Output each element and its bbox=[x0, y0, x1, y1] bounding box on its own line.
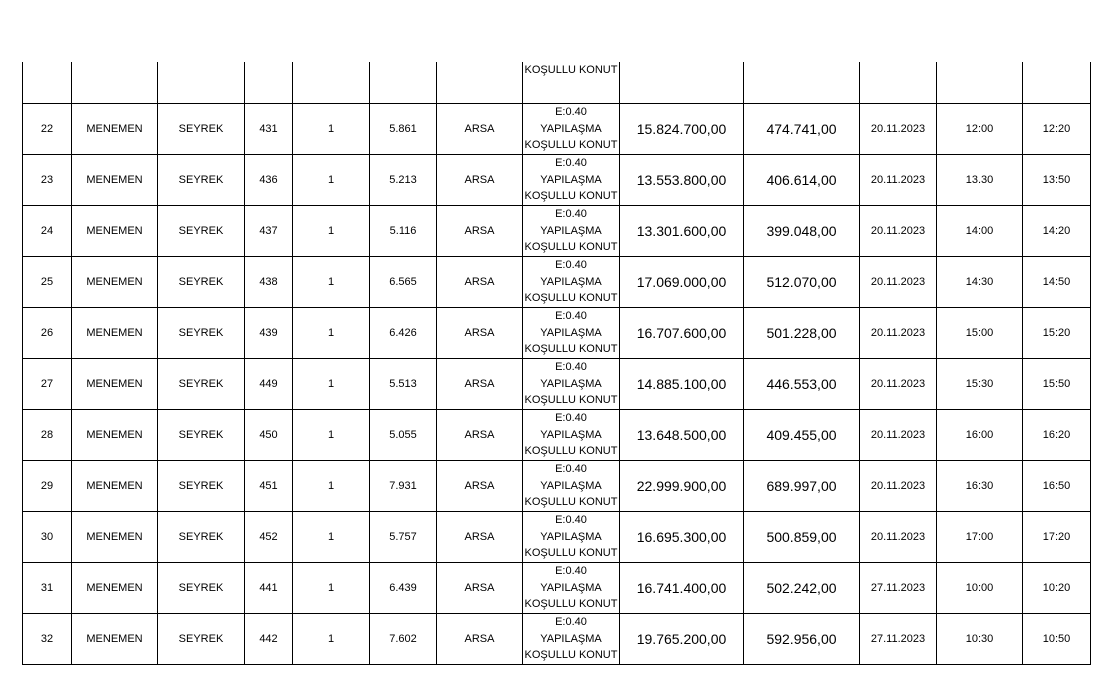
cell-imar bbox=[523, 155, 620, 206]
cell-tarih: 20.11.2023 bbox=[860, 512, 937, 563]
imar-line: YAPILAŞMA bbox=[540, 326, 602, 339]
cell-no: 26 bbox=[23, 308, 72, 359]
cell-tarih: 20.11.2023 bbox=[860, 410, 937, 461]
cell-saat1 bbox=[937, 62, 1023, 104]
cell-no: 24 bbox=[23, 206, 72, 257]
cell-no: 27 bbox=[23, 359, 72, 410]
imar-line: KOŞULLU KONUT bbox=[524, 190, 618, 203]
cell-ilce: MENEMEN bbox=[72, 512, 158, 563]
cell-nitelik: ARSA bbox=[437, 359, 523, 410]
cell-yuzolcum: 5.055 bbox=[370, 410, 437, 461]
imar-line: YAPILAŞMA bbox=[540, 530, 602, 543]
imar-line: KOŞULLU KONUT bbox=[524, 241, 618, 254]
cell-no: 32 bbox=[23, 614, 72, 665]
cell-tarih bbox=[860, 62, 937, 104]
table-row bbox=[23, 563, 1091, 614]
cell-saat1: 10:30 bbox=[937, 614, 1023, 665]
cell-imar bbox=[523, 512, 620, 563]
cell-mahalle: SEYREK bbox=[158, 563, 245, 614]
cell-saat1: 14:30 bbox=[937, 257, 1023, 308]
cell-teminat: 689.997,00 bbox=[744, 461, 860, 512]
cell-saat1: 14:00 bbox=[937, 206, 1023, 257]
imar-line: E:0.40 bbox=[555, 514, 587, 527]
cell-bedel: 19.765.200,00 bbox=[620, 614, 744, 665]
imar-line: KOŞULLU KONUT bbox=[524, 598, 618, 611]
cell-bedel: 13.648.500,00 bbox=[620, 410, 744, 461]
imar-line: YAPILAŞMA bbox=[540, 428, 602, 441]
cell-yuzolcum: 5.513 bbox=[370, 359, 437, 410]
imar-line: E:0.40 bbox=[555, 310, 587, 323]
cell-parsel: 1 bbox=[293, 410, 370, 461]
imar-line: KOŞULLU KONUT bbox=[524, 547, 618, 560]
cell-saat2: 16:20 bbox=[1023, 410, 1091, 461]
cell-mahalle: SEYREK bbox=[158, 359, 245, 410]
parcel-auction-table bbox=[22, 62, 1091, 665]
cell-mahalle: SEYREK bbox=[158, 257, 245, 308]
cell-ada: 451 bbox=[245, 461, 293, 512]
cell-yuzolcum: 7.602 bbox=[370, 614, 437, 665]
imar-line: YAPILAŞMA bbox=[540, 224, 602, 237]
cell-yuzolcum: 5.116 bbox=[370, 206, 437, 257]
cell-imar bbox=[523, 206, 620, 257]
cell-parsel bbox=[293, 62, 370, 104]
cell-teminat: 512.070,00 bbox=[744, 257, 860, 308]
cell-bedel: 13.553.800,00 bbox=[620, 155, 744, 206]
cell-nitelik: ARSA bbox=[437, 104, 523, 155]
cell-imar bbox=[523, 461, 620, 512]
cell-bedel: 16.741.400,00 bbox=[620, 563, 744, 614]
cell-saat1: 15:00 bbox=[937, 308, 1023, 359]
cell-no: 25 bbox=[23, 257, 72, 308]
cell-parsel: 1 bbox=[293, 104, 370, 155]
cell-saat2: 16:50 bbox=[1023, 461, 1091, 512]
cell-parsel: 1 bbox=[293, 308, 370, 359]
cell-tarih: 20.11.2023 bbox=[860, 104, 937, 155]
imar-line: E:0.40 bbox=[555, 106, 587, 119]
imar-line: E:0.40 bbox=[555, 157, 587, 170]
cell-parsel: 1 bbox=[293, 155, 370, 206]
cell-bedel: 17.069.000,00 bbox=[620, 257, 744, 308]
imar-line: KOŞULLU KONUT bbox=[524, 649, 618, 662]
cell-parsel: 1 bbox=[293, 461, 370, 512]
cell-parsel: 1 bbox=[293, 257, 370, 308]
cell-tarih: 20.11.2023 bbox=[860, 155, 937, 206]
cell-teminat: 500.859,00 bbox=[744, 512, 860, 563]
cell-saat2: 14:20 bbox=[1023, 206, 1091, 257]
imar-line: YAPILAŞMA bbox=[540, 377, 602, 390]
imar-line: KOŞULLU KONUT bbox=[524, 64, 618, 76]
cell-imar bbox=[523, 308, 620, 359]
continuation-row bbox=[23, 62, 1091, 104]
imar-line: YAPILAŞMA bbox=[540, 275, 602, 288]
cell-teminat bbox=[744, 62, 860, 104]
cell-nitelik: ARSA bbox=[437, 257, 523, 308]
cell-mahalle: SEYREK bbox=[158, 512, 245, 563]
cell-imar bbox=[523, 104, 620, 155]
cell-ada: 452 bbox=[245, 512, 293, 563]
cell-saat2: 10:20 bbox=[1023, 563, 1091, 614]
cell-bedel: 14.885.100,00 bbox=[620, 359, 744, 410]
imar-line: E:0.40 bbox=[555, 259, 587, 272]
cell-saat2: 15:50 bbox=[1023, 359, 1091, 410]
cell-bedel: 16.707.600,00 bbox=[620, 308, 744, 359]
cell-yuzolcum: 5.213 bbox=[370, 155, 437, 206]
cell-ada: 449 bbox=[245, 359, 293, 410]
cell-imar bbox=[523, 62, 620, 104]
imar-line: E:0.40 bbox=[555, 412, 587, 425]
cell-tarih: 27.11.2023 bbox=[860, 563, 937, 614]
table-row bbox=[23, 614, 1091, 665]
cell-nitelik: ARSA bbox=[437, 512, 523, 563]
cell-saat2: 17:20 bbox=[1023, 512, 1091, 563]
cell-imar bbox=[523, 563, 620, 614]
cell-ilce bbox=[72, 62, 158, 104]
imar-line: YAPILAŞMA bbox=[540, 479, 602, 492]
cell-ada: 437 bbox=[245, 206, 293, 257]
cell-saat1: 16:30 bbox=[937, 461, 1023, 512]
cell-mahalle: SEYREK bbox=[158, 308, 245, 359]
cell-saat1: 10:00 bbox=[937, 563, 1023, 614]
cell-imar bbox=[523, 359, 620, 410]
cell-bedel: 22.999.900,00 bbox=[620, 461, 744, 512]
cell-teminat: 446.553,00 bbox=[744, 359, 860, 410]
table-row bbox=[23, 410, 1091, 461]
cell-mahalle: SEYREK bbox=[158, 104, 245, 155]
table-row bbox=[23, 512, 1091, 563]
cell-yuzolcum: 5.861 bbox=[370, 104, 437, 155]
cell-ilce: MENEMEN bbox=[72, 461, 158, 512]
cell-saat2 bbox=[1023, 62, 1091, 104]
table-row bbox=[23, 206, 1091, 257]
cell-nitelik: ARSA bbox=[437, 206, 523, 257]
cell-nitelik: ARSA bbox=[437, 461, 523, 512]
cell-mahalle: SEYREK bbox=[158, 155, 245, 206]
cell-imar bbox=[523, 257, 620, 308]
imar-line: KOŞULLU KONUT bbox=[524, 445, 618, 458]
cell-bedel: 13.301.600,00 bbox=[620, 206, 744, 257]
cell-no: 31 bbox=[23, 563, 72, 614]
cell-ilce: MENEMEN bbox=[72, 308, 158, 359]
cell-imar bbox=[523, 410, 620, 461]
auction-table-page bbox=[22, 62, 1090, 665]
cell-ilce: MENEMEN bbox=[72, 359, 158, 410]
cell-yuzolcum: 7.931 bbox=[370, 461, 437, 512]
cell-teminat: 501.228,00 bbox=[744, 308, 860, 359]
cell-ilce: MENEMEN bbox=[72, 104, 158, 155]
cell-saat1: 13.30 bbox=[937, 155, 1023, 206]
cell-tarih: 20.11.2023 bbox=[860, 359, 937, 410]
cell-nitelik bbox=[437, 62, 523, 104]
cell-saat1: 17:00 bbox=[937, 512, 1023, 563]
cell-ada: 441 bbox=[245, 563, 293, 614]
cell-ada: 442 bbox=[245, 614, 293, 665]
cell-parsel: 1 bbox=[293, 359, 370, 410]
cell-teminat: 502.242,00 bbox=[744, 563, 860, 614]
cell-ilce: MENEMEN bbox=[72, 155, 158, 206]
cell-ada: 450 bbox=[245, 410, 293, 461]
imar-line: KOŞULLU KONUT bbox=[524, 292, 618, 305]
cell-tarih: 20.11.2023 bbox=[860, 206, 937, 257]
cell-nitelik: ARSA bbox=[437, 410, 523, 461]
cell-no: 28 bbox=[23, 410, 72, 461]
table-row bbox=[23, 308, 1091, 359]
cell-saat2: 15:20 bbox=[1023, 308, 1091, 359]
cell-ada: 436 bbox=[245, 155, 293, 206]
imar-line: KOŞULLU KONUT bbox=[524, 394, 618, 407]
cell-parsel: 1 bbox=[293, 614, 370, 665]
cell-teminat: 474.741,00 bbox=[744, 104, 860, 155]
cell-parsel: 1 bbox=[293, 512, 370, 563]
cell-ilce: MENEMEN bbox=[72, 206, 158, 257]
cell-saat2: 14:50 bbox=[1023, 257, 1091, 308]
imar-line: E:0.40 bbox=[555, 616, 587, 629]
imar-line: KOŞULLU KONUT bbox=[524, 139, 618, 152]
table-row bbox=[23, 461, 1091, 512]
imar-line: KOŞULLU KONUT bbox=[524, 496, 618, 509]
cell-nitelik: ARSA bbox=[437, 155, 523, 206]
cell-no: 30 bbox=[23, 512, 72, 563]
cell-tarih: 20.11.2023 bbox=[860, 257, 937, 308]
cell-yuzolcum: 6.565 bbox=[370, 257, 437, 308]
cell-saat2: 10:50 bbox=[1023, 614, 1091, 665]
cell-yuzolcum: 6.426 bbox=[370, 308, 437, 359]
cell-nitelik: ARSA bbox=[437, 563, 523, 614]
imar-line: E:0.40 bbox=[555, 565, 587, 578]
cell-ilce: MENEMEN bbox=[72, 563, 158, 614]
table-row bbox=[23, 359, 1091, 410]
imar-line: KOŞULLU KONUT bbox=[524, 343, 618, 356]
imar-line: YAPILAŞMA bbox=[540, 173, 602, 186]
cell-saat1: 16:00 bbox=[937, 410, 1023, 461]
cell-tarih: 20.11.2023 bbox=[860, 461, 937, 512]
imar-line: YAPILAŞMA bbox=[540, 581, 602, 594]
imar-line: E:0.40 bbox=[555, 463, 587, 476]
cell-mahalle: SEYREK bbox=[158, 461, 245, 512]
imar-line: YAPILAŞMA bbox=[540, 632, 602, 645]
cell-bedel: 15.824.700,00 bbox=[620, 104, 744, 155]
table-row bbox=[23, 257, 1091, 308]
cell-ilce: MENEMEN bbox=[72, 614, 158, 665]
cell-no: 23 bbox=[23, 155, 72, 206]
cell-ada: 438 bbox=[245, 257, 293, 308]
cell-mahalle: SEYREK bbox=[158, 206, 245, 257]
cell-ada: 439 bbox=[245, 308, 293, 359]
cell-nitelik: ARSA bbox=[437, 308, 523, 359]
cell-no: 22 bbox=[23, 104, 72, 155]
cell-no: 29 bbox=[23, 461, 72, 512]
cell-teminat: 406.614,00 bbox=[744, 155, 860, 206]
cell-ada bbox=[245, 62, 293, 104]
imar-line: E:0.40 bbox=[555, 208, 587, 221]
cell-parsel: 1 bbox=[293, 563, 370, 614]
cell-bedel: 16.695.300,00 bbox=[620, 512, 744, 563]
cell-saat2: 12:20 bbox=[1023, 104, 1091, 155]
cell-yuzolcum bbox=[370, 62, 437, 104]
table-row bbox=[23, 104, 1091, 155]
cell-yuzolcum: 5.757 bbox=[370, 512, 437, 563]
cell-teminat: 399.048,00 bbox=[744, 206, 860, 257]
cell-mahalle: SEYREK bbox=[158, 614, 245, 665]
cell-saat1: 12:00 bbox=[937, 104, 1023, 155]
cell-saat1: 15:30 bbox=[937, 359, 1023, 410]
cell-ada: 431 bbox=[245, 104, 293, 155]
cell-saat2: 13:50 bbox=[1023, 155, 1091, 206]
cell-ilce: MENEMEN bbox=[72, 257, 158, 308]
cell-bedel bbox=[620, 62, 744, 104]
cell-imar bbox=[523, 614, 620, 665]
cell-no bbox=[23, 62, 72, 104]
imar-line: YAPILAŞMA bbox=[540, 122, 602, 135]
cell-teminat: 409.455,00 bbox=[744, 410, 860, 461]
cell-mahalle: SEYREK bbox=[158, 410, 245, 461]
cell-parsel: 1 bbox=[293, 206, 370, 257]
cell-nitelik: ARSA bbox=[437, 614, 523, 665]
imar-line: E:0.40 bbox=[555, 361, 587, 374]
cell-tarih: 20.11.2023 bbox=[860, 308, 937, 359]
table-body bbox=[23, 62, 1091, 665]
cell-tarih: 27.11.2023 bbox=[860, 614, 937, 665]
cell-mahalle bbox=[158, 62, 245, 104]
cell-ilce: MENEMEN bbox=[72, 410, 158, 461]
table-row bbox=[23, 155, 1091, 206]
cell-yuzolcum: 6.439 bbox=[370, 563, 437, 614]
cell-teminat: 592.956,00 bbox=[744, 614, 860, 665]
